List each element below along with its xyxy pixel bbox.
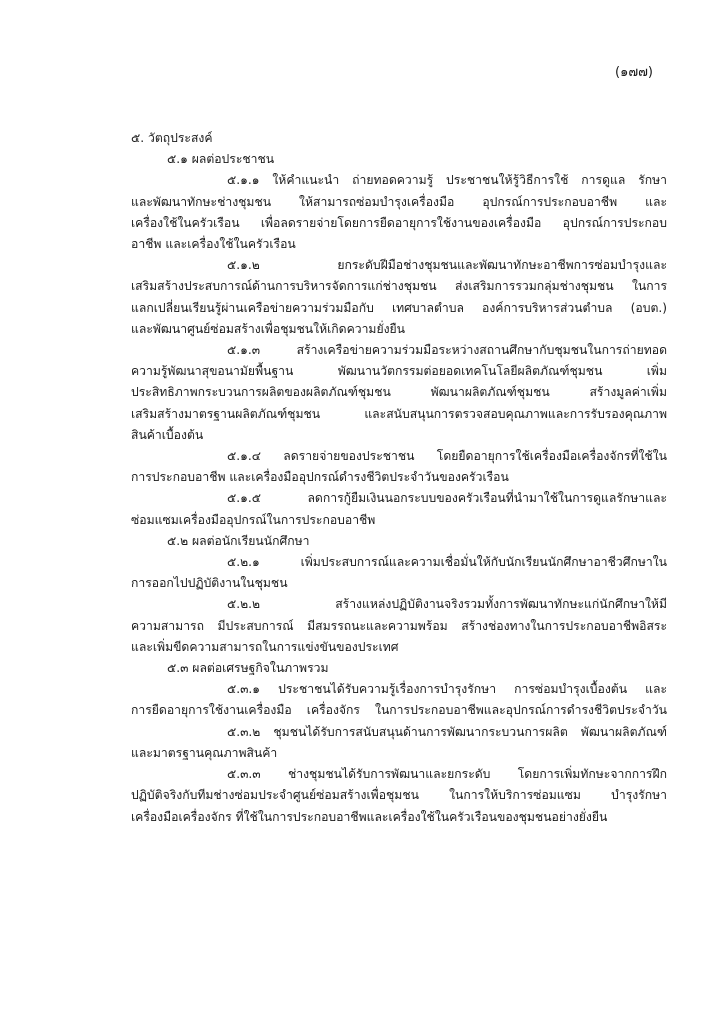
- paragraph-line: เสริมสร้างประสบการณ์ด้านการบริหารจัดการแก่ช่างชุมชน ส่งเสริมการรวมกลุ่มช่างชุมชน ในการ: [131, 279, 667, 294]
- paragraph-line: เครื่องมือเครื่องจักร ที่ใช้ในการประกอบอาชีพและเครื่องใช้ในครัวเรือนของชุมชนอย่างยั่งยืน: [131, 809, 608, 824]
- subsection-heading: ๕.๒ ผลต่อนักเรียนนักศึกษา: [167, 533, 310, 548]
- paragraph-line: ปฏิบัติจริงกับทีมช่างซ่อมประจำศูนย์ซ่อมสร้างเพื่อชุมชน ในการให้บริการซ่อมแซม บำรุงรักษา: [131, 788, 667, 803]
- paragraph-line: และพัฒนาทักษะช่างชุมชน ให้สามารถซ่อมบำรุงเครื่องมือ อุปกรณ์การประกอบอาชีพ และ: [131, 194, 667, 209]
- paragraph-line: ๕.๓.๓ ช่างชุมชนได้รับการพัฒนาและยกระดับ โดยการเพิ่มทักษะจากการฝึก: [227, 767, 667, 782]
- subsection-heading: ๕.๑ ผลต่อประชาชน: [167, 152, 275, 167]
- paragraph-line: สินค้าเบื้องต้น: [131, 427, 204, 442]
- section-heading: ๕. วัตถุประสงค์: [131, 131, 213, 145]
- paragraph-line: การประกอบอาชีพ และเครื่องมืออุปกรณ์ดำรงชีวิตประจำวันของครัวเรือน: [131, 470, 509, 485]
- paragraph-line: ความรู้พัฒนาสุขอนามัยพื้นฐาน พัฒนานวัตกรรมต่อยอดเทคโนโลยีผลิตภัณฑ์ชุมชน เพิ่ม: [131, 364, 667, 379]
- paragraph-line: และเพิ่มขีดความสามารถในการแข่งขันของประเทศ: [131, 639, 399, 654]
- paragraph-line: การยืดอายุการใช้งานเครื่องมือ เครื่องจักร ในการประกอบอาชีพและอุปกรณ์การดำรงชีวิตประจำวัน: [131, 703, 667, 718]
- page-number: (๑๗๗): [615, 65, 653, 80]
- paragraph-line: ๕.๑.๒ ยกระดับฝีมือช่างชุมชนและพัฒนาทักษะอาชีพการซ่อมบำรุงและ: [227, 258, 667, 273]
- subsection-heading: ๕.๓ ผลต่อเศรษฐกิจในภาพรวม: [167, 661, 329, 676]
- paragraph-line: ๕.๓.๒ ชุมชนได้รับการสนับสนุนด้านการพัฒนากระบวนการผลิต พัฒนาผลิตภัณฑ์: [227, 724, 667, 739]
- paragraph-line: เสริมสร้างมาตรฐานผลิตภัณฑ์ชุมชน และสนับสนุนการตรวจสอบคุณภาพและการรับรองคุณภาพ: [131, 406, 667, 421]
- paragraph-line: ๕.๑.๓ สร้างเครือข่ายความร่วมมือระหว่างสถานศึกษากับชุมชนในการถ่ายทอด: [227, 343, 667, 358]
- paragraph-line: ความสามารถ มีประสบการณ์ มีสมรรถนะและความพร้อม สร้างช่องทางในการประกอบอาชีพอิสระ: [131, 618, 667, 633]
- paragraph-line: อาชีพ และเครื่องใช้ในครัวเรือน: [131, 237, 296, 252]
- paragraph-line: ๕.๑.๑ ให้คำแนะนำ ถ่ายทอดความรู้ ประชาชนให้รู้วิธีการใช้ การดูแล รักษา: [227, 173, 667, 188]
- paragraph-line: ประสิทธิภาพกระบวนการผลิตของผลิตภัณฑ์ชุมชน พัฒนาผลิตภัณฑ์ชุมชน สร้างมูลค่าเพิ่ม: [131, 385, 667, 400]
- document-body: [131, 128, 667, 828]
- paragraph-line: ๕.๑.๔ ลดรายจ่ายของประชาชน โดยยืดอายุการใช้เครื่องมือเครื่องจักรที่ใช้ใน: [227, 449, 667, 464]
- paragraph-line: และมาตรฐานคุณภาพสินค้า: [131, 745, 278, 760]
- paragraph-line: การออกไปปฏิบัติงานในชุมชน: [131, 576, 288, 591]
- paragraph-line: ๕.๓.๑ ประชาชนได้รับความรู้เรื่องการบำรุงรักษา การซ่อมบำรุงเบื้องต้น และ: [227, 682, 667, 697]
- paragraph-line: ๕.๑.๕ ลดการกู้ยืมเงินนอกระบบของครัวเรือนที่นำมาใช้ในการดูแลรักษาและ: [227, 491, 667, 506]
- paragraph-line: ซ่อมแซมเครื่องมืออุปกรณ์ในการประกอบอาชีพ: [131, 512, 376, 527]
- paragraph-line: ๕.๒.๒ สร้างแหล่งปฏิบัติงานจริงรวมทั้งการพัฒนาทักษะแก่นักศึกษาให้มี: [227, 597, 667, 612]
- paragraph-line: และพัฒนาศูนย์ซ่อมสร้างเพื่อชุมชนให้เกิดความยั่งยืน: [131, 321, 406, 336]
- paragraph-line: ๕.๒.๑ เพิ่มประสบการณ์และความเชื่อมั่นให้กับนักเรียนนักศึกษาอาชีวศึกษาใน: [227, 555, 667, 570]
- paragraph-line: เครื่องใช้ในครัวเรือน เพื่อลดรายจ่ายโดยการยืดอายุการใช้งานของเครื่องมือ อุปกรณ์การประกอบ: [131, 215, 667, 230]
- paragraph-line: แลกเปลี่ยนเรียนรู้ผ่านเครือข่ายความร่วมมือกับ เทศบาลตำบล องค์การบริหารส่วนตำบล (อบต.): [131, 300, 667, 315]
